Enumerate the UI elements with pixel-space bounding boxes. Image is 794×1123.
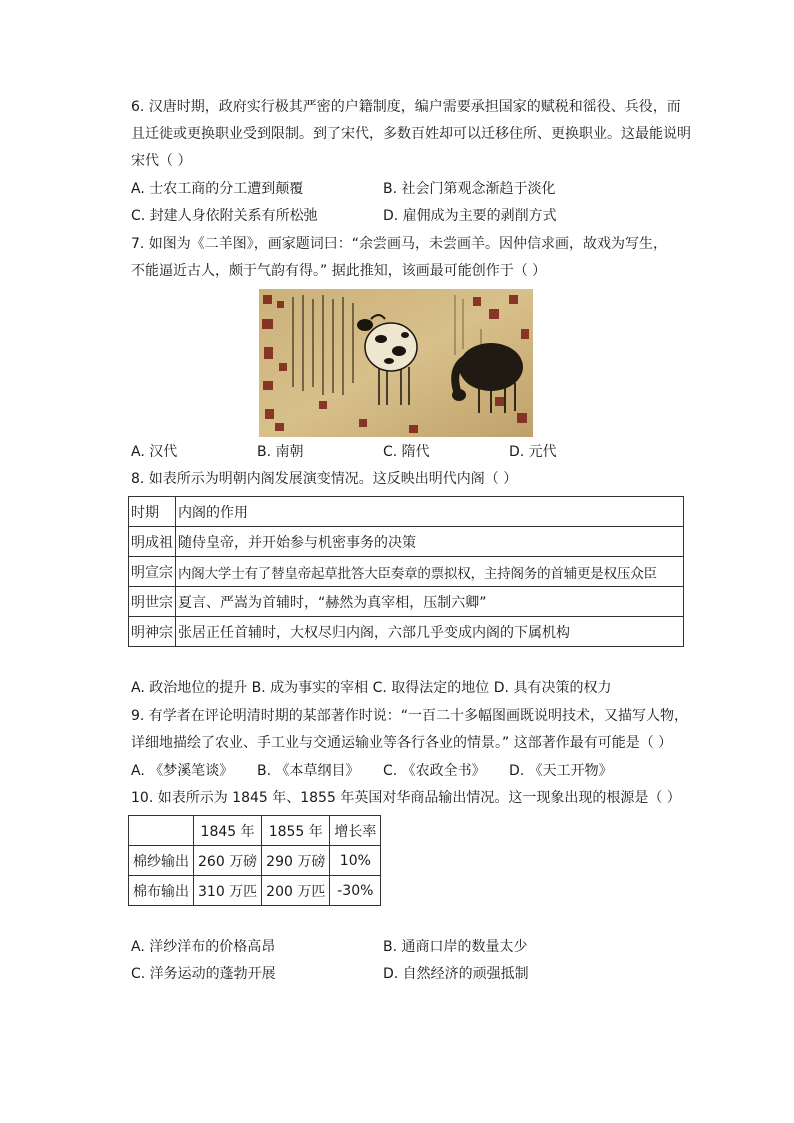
table-row <box>129 846 381 876</box>
q10-stem: 10. 如表所示为 1845 年、1855 年英国对华商品输出情况。这一现象出现的根源是（ ） <box>131 790 681 806</box>
table-cell: 明宣宗 <box>129 557 176 587</box>
table-row <box>129 527 684 557</box>
q7-option-d: D. 元代 <box>509 444 557 460</box>
table-row <box>129 816 381 846</box>
table-row <box>129 587 684 617</box>
table-cell: 明神宗 <box>129 617 176 647</box>
q6-option-c: C. 封建人身依附关系有所松弛 <box>131 208 318 224</box>
table-cell: 明成祖 <box>129 527 176 557</box>
table-cell: 1845 年 <box>194 816 262 846</box>
table-cell: 增长率 <box>330 816 381 846</box>
q10-option-d: D. 自然经济的顽强抵制 <box>383 966 529 982</box>
q7-option-b: B. 南朝 <box>257 444 304 460</box>
table-cell: 棉布输出 <box>129 876 194 906</box>
q9-option-d: D. 《天工开物》 <box>509 763 613 779</box>
table-cell: 290 万磅 <box>262 846 330 876</box>
table-cell <box>129 816 194 846</box>
table-cell: 内阁大学士有了替皇帝起草批答大臣奏章的票拟权，主持阁务的首辅更是权压众臣 <box>176 557 684 587</box>
table-cell: 随侍皇帝，并开始参与机密事务的决策 <box>176 527 684 557</box>
q8-cabinet-table <box>128 496 684 647</box>
table-cell: 1855 年 <box>262 816 330 846</box>
table-row <box>129 617 684 647</box>
q9-stem-line-2: 详细地描绘了农业、手工业与交通运输业等各行各业的情景。” 这部著作最有可能是（ ） <box>131 735 673 751</box>
q9-stem-line-1: 9. 有学者在评论明清时期的某部著作时说：“一百二十多幅图画既说明技术，又描写人物， <box>131 708 689 724</box>
q6-option-a: A. 士农工商的分工遭到颠覆 <box>131 181 304 197</box>
q8-options: A. 政治地位的提升 B. 成为事实的宰相 C. 取得法定的地位 D. 具有决策的权力 <box>131 680 612 696</box>
table-cell: 时期 <box>129 497 176 527</box>
table-cell: 260 万磅 <box>194 846 262 876</box>
q8-stem: 8. 如表所示为明朝内阁发展演变情况。这反映出明代内阁（ ） <box>131 471 518 487</box>
table-cell: -30% <box>330 876 381 906</box>
q10-export-table <box>128 815 381 906</box>
table-row <box>129 497 684 527</box>
table-cell: 310 万匹 <box>194 876 262 906</box>
table-cell: 明世宗 <box>129 587 176 617</box>
table-cell: 10% <box>330 846 381 876</box>
q9-option-b: B. 《本草纲目》 <box>257 763 360 779</box>
table-row <box>129 557 684 587</box>
q10-option-c: C. 洋务运动的蓬勃开展 <box>131 966 276 982</box>
q6-option-b: B. 社会门第观念渐趋于淡化 <box>383 181 556 197</box>
table-cell: 张居正任首辅时，大权尽归内阁，六部几乎变成内阁的下属机构 <box>176 617 684 647</box>
q9-option-c: C. 《农政全书》 <box>383 763 486 779</box>
q10-option-b: B. 通商口岸的数量太少 <box>383 939 528 955</box>
q7-stem-line-1: 7. 如图为《二羊图》，画家题词曰：“余尝画马，未尝画羊。因仲信求画，故戏为写生， <box>131 236 668 252</box>
table-cell: 棉纱输出 <box>129 846 194 876</box>
q9-option-a: A. 《梦溪笔谈》 <box>131 763 234 779</box>
table-cell: 夏言、严嵩为首辅时，“赫然为真宰相，压制六卿” <box>176 587 684 617</box>
q6-stem-line-2: 且迁徙或更换职业受到限制。到了宋代，多数百姓却可以迁移住所、更换职业。这最能说明 <box>131 126 691 142</box>
q10-option-a: A. 洋纱洋布的价格高昂 <box>131 939 276 955</box>
q7-option-c: C. 隋代 <box>383 444 430 460</box>
two-goats-painting <box>259 289 533 437</box>
q7-option-a: A. 汉代 <box>131 444 178 460</box>
q6-stem-line-3: 宋代（ ） <box>131 153 192 169</box>
q6-stem-line-1: 6. 汉唐时期，政府实行极其严密的户籍制度，编户需要承担国家的赋税和徭役、兵役，而 <box>131 99 681 115</box>
table-cell: 200 万匹 <box>262 876 330 906</box>
table-row <box>129 876 381 906</box>
table-cell: 内阁的作用 <box>176 497 684 527</box>
q6-option-d: D. 雇佣成为主要的剥削方式 <box>383 208 557 224</box>
q7-stem-line-2: 不能逼近古人，颇于气韵有得。” 据此推知，该画最可能创作于（ ） <box>131 263 547 279</box>
